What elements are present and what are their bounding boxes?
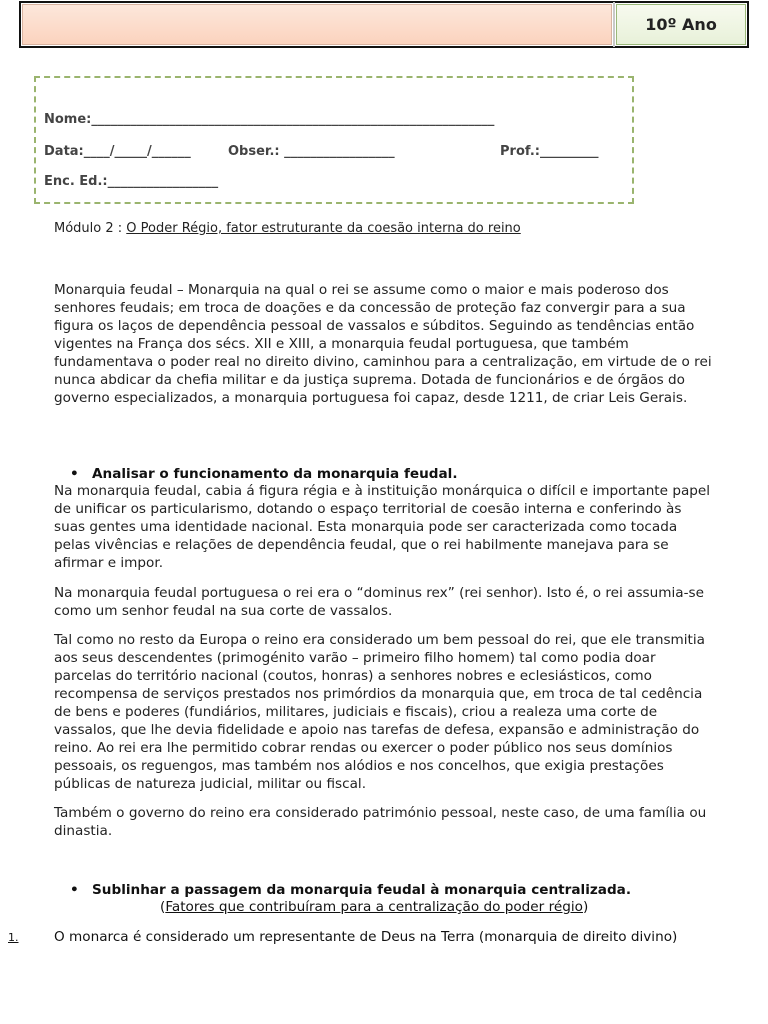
intro-paragraph: Monarquia feudal – Monarquia na qual o rei se assume como o maior e mais poderoso dos senhores feudais; em troca de doações e da concessão de proteção faz convergir para a sua figura os laços de dependência pessoal de vassalos e súbditos. Seguindo as tendências então vigentes na França dos sécs. XII e XIII, a monarquia feudal portuguesa, que também fundamentava o poder real no direito divino, caminhou para a centralização, em virtude de o rei nunca abdicar da chefia militar e da justiça suprema. Dotada de funcionários e de órgãos do governo especializados, a monarquia portuguesa foi capaz, desde 1211, de criar Leis Gerais. bbox=[54, 282, 712, 406]
list-item-text: O monarca é considerado um representante de Deus na Terra (monarquia de direito divino) bbox=[54, 929, 678, 945]
observations-field[interactable]: Obser.: _________________ bbox=[228, 144, 395, 159]
bullet-item bbox=[70, 882, 631, 898]
paragraph-4: Também o governo do reino era considerado património pessoal, neste caso, de uma família ou dinastia. bbox=[54, 805, 707, 839]
grade-label: 10º Ano bbox=[616, 4, 746, 45]
paragraph-2: Na monarquia feudal portuguesa o rei era o “dominus rex” (rei senhor). Isto é, o rei assumia-se como um senhor feudal na sua corte de vassalos. bbox=[54, 585, 704, 619]
bullet-icon: • bbox=[70, 882, 79, 898]
module-title: O Poder Régio, fator estruturante da coesão interna do reino bbox=[126, 221, 521, 236]
subtitle-open-paren: ( bbox=[160, 899, 166, 915]
paragraph-1: Na monarquia feudal, cabia á figura régia e à instituição monárquica o difícil e importante papel de unificar os particularismo, dotando o espaço territorial de coesão interna e conferindo às suas gentes uma identidade nacional. Esta monarquia pode ser caracterizada como tocada pelas vivências e relações de dependência feudal, que o rei habilmente manejava para se afirmar e impor. bbox=[54, 483, 711, 571]
teacher-field[interactable]: Prof.:_________ bbox=[500, 144, 599, 159]
bullet-text: Analisar o funcionamento da monarquia feudal. bbox=[92, 466, 458, 482]
subtitle-text: Fatores que contribuíram para a centralização do poder régio bbox=[165, 899, 583, 915]
paragraph-3: Tal como no resto da Europa o reino era considerado um bem pessoal do rei, que ele transmitia aos seus descendentes (primogénito varão – primeiro filho homem) tal como podia doar parcelas do território nacional (coutos, honras) a senhores nobres e eclesiásticos, como recompensa de serviços prestados nos primórdios da monarquia que, em troca de tal cedência de bens e poderes (fundiários, militares, judiciais e fiscais), criou a realeza uma corte de vassalos, que lhe devia fidelidade e apoio nas tarefas de defesa, expansão e administração do reino. Ao rei era lhe permitido cobrar rendas ou exercer o poder público nos seus domínios pessoais, os reguengos, mas também nos alódios e nos concelhos, que exigia prestações públicas de natureza judicial, militar ou fiscal. bbox=[54, 632, 705, 792]
bullet-icon: • bbox=[70, 466, 79, 482]
name-field[interactable]: Nome:______________________________________________________________ bbox=[44, 112, 495, 127]
header-separator bbox=[613, 2, 615, 47]
module-prefix: Módulo 2 : bbox=[54, 221, 127, 236]
subtitle-close-paren: ) bbox=[582, 899, 589, 915]
list-item bbox=[8, 929, 677, 945]
list-item-number: 1. bbox=[8, 931, 19, 944]
bullet-item bbox=[70, 466, 457, 482]
header-banner bbox=[22, 4, 612, 45]
guardian-field[interactable]: Enc. Ed.:_________________ bbox=[44, 174, 219, 189]
bullet-text: Sublinhar a passagem da monarquia feudal à monarquia centralizada. bbox=[92, 882, 632, 898]
module-heading bbox=[54, 221, 521, 236]
subtitle bbox=[160, 899, 588, 915]
date-field[interactable]: Data:____/_____/______ bbox=[44, 144, 191, 159]
